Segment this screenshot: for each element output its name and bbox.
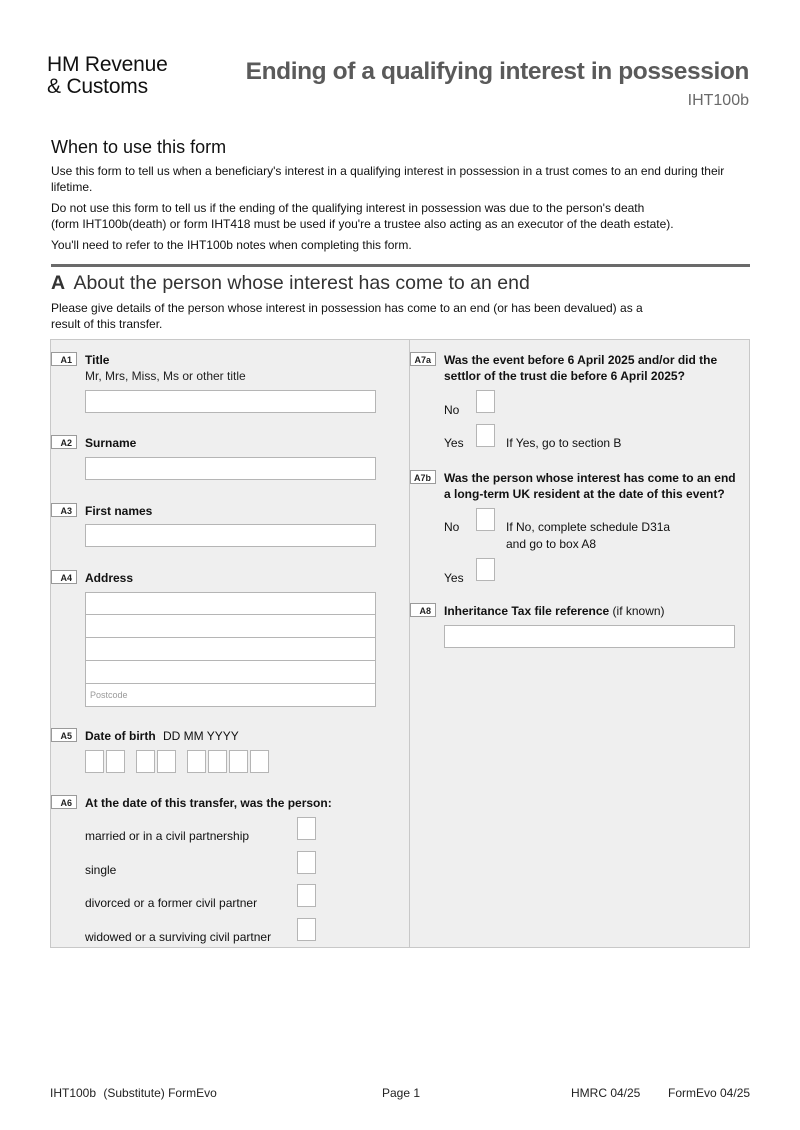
- question-tag-a1: A1: [51, 352, 77, 366]
- question-tag-a7a: A7a: [410, 352, 436, 366]
- a4-label-text: Address: [85, 571, 134, 585]
- logo-line-2: & Customs: [47, 75, 148, 98]
- footer-formevo-version: FormEvo 04/25: [668, 1086, 751, 1100]
- dob-month-digit-1[interactable]: [136, 750, 155, 773]
- a8-label-text: Inheritance Tax file reference: [444, 604, 610, 618]
- a7b-no-checkbox[interactable]: [476, 508, 495, 531]
- question-tag-a4: A4: [51, 570, 77, 584]
- question-tag-a3: A3: [51, 503, 77, 517]
- a5-label-text: Date of birth: [85, 729, 156, 743]
- surname-input[interactable]: [85, 457, 376, 480]
- a2-label-text: Surname: [85, 436, 137, 450]
- section-divider: [51, 264, 750, 267]
- hmrc-logo: [47, 54, 168, 98]
- intro-paragraph-2: [51, 200, 741, 232]
- a6-option-single-label: single: [85, 863, 117, 877]
- address-line-4-input[interactable]: [85, 660, 376, 684]
- dob-year-digit-4[interactable]: [250, 750, 269, 773]
- a6-divorced-checkbox[interactable]: [297, 884, 316, 907]
- a8-hint: (if known): [612, 604, 665, 618]
- form-code: IHT100b: [687, 92, 749, 109]
- question-tag-a5: A5: [51, 728, 77, 742]
- a7b-no-label: No: [444, 520, 460, 534]
- footer-form-id: [50, 1086, 217, 1100]
- address-line-3-input[interactable]: [85, 637, 376, 661]
- dob-day-digit-2[interactable]: [106, 750, 125, 773]
- postcode-input[interactable]: [85, 683, 376, 707]
- a6-label-text: At the date of this transfer, was the person:: [85, 796, 332, 810]
- logo-line-1: HM Revenue: [47, 53, 168, 76]
- a7a-label-line-1: Was the event before 6 April 2025 and/or did the: [444, 353, 718, 367]
- column-divider: [409, 339, 410, 948]
- a7a-yes-note: If Yes, go to section B: [506, 436, 622, 450]
- a7a-no-label: No: [444, 403, 460, 417]
- footer-page-number: Page 1: [382, 1086, 421, 1100]
- postcode-placeholder: Postcode: [90, 690, 128, 700]
- section-a-desc-line-2: result of this transfer.: [51, 317, 163, 331]
- dob-month-digit-2[interactable]: [157, 750, 176, 773]
- footer-hmrc-version: HMRC 04/25: [571, 1086, 641, 1100]
- intro-paragraph-1: Use this form to tell us when a beneficiary's interest in a qualifying interest in possession in a trust comes to an end during their lifetime.: [51, 164, 725, 194]
- a7b-no-note-line-2: and go to box A8: [506, 537, 597, 551]
- dob-day-digit-1[interactable]: [85, 750, 104, 773]
- intro-paragraph-3: You'll need to refer to the IHT100b notes when completing this form.: [51, 238, 412, 252]
- question-tag-a2: A2: [51, 435, 77, 449]
- a7a-label: [444, 352, 717, 384]
- a6-single-checkbox[interactable]: [297, 851, 316, 874]
- a7b-label: [444, 470, 736, 502]
- a7a-yes-label: Yes: [444, 436, 464, 450]
- intro-paragraph-2-line-2: (form IHT100b(death) or form IHT418 must be used if you're a trustee also acting as an executor of the death estate).: [51, 217, 674, 231]
- a7b-yes-label: Yes: [444, 571, 464, 585]
- intro-paragraph-2-line-1: Do not use this form to tell us if the ending of the qualifying interest in possession was due to the person's death: [51, 201, 645, 215]
- a6-widowed-checkbox[interactable]: [297, 918, 316, 941]
- dob-year-digit-2[interactable]: [208, 750, 227, 773]
- a7a-label-line-2: settlor of the trust die before 6 April 2025?: [444, 369, 685, 383]
- question-tag-a8: A8: [410, 603, 436, 617]
- section-title-text: About the person whose interest has come to an end: [73, 272, 530, 294]
- a7a-no-checkbox[interactable]: [476, 390, 495, 413]
- a8-label: [444, 603, 665, 619]
- a6-married-checkbox[interactable]: [297, 817, 316, 840]
- section-a-desc-line-1: Please give details of the person whose interest in possession has come to an end (or has been devalued) as a: [51, 301, 643, 315]
- a1-hint: Mr, Mrs, Miss, Ms or other title: [85, 369, 246, 383]
- section-a-description: [51, 300, 741, 332]
- dob-year-digit-3[interactable]: [229, 750, 248, 773]
- a7a-yes-checkbox[interactable]: [476, 424, 495, 447]
- a7b-label-line-1: Was the person whose interest has come to an end: [444, 471, 736, 485]
- iht-file-reference-input[interactable]: [444, 625, 735, 648]
- a3-label: [85, 503, 152, 519]
- dob-year-digit-1[interactable]: [187, 750, 206, 773]
- question-tag-a6: A6: [51, 795, 77, 809]
- address-line-1-input[interactable]: [85, 592, 376, 615]
- a5-label: [85, 728, 239, 744]
- when-to-use-heading: When to use this form: [51, 137, 227, 157]
- question-tag-a7b: A7b: [410, 470, 436, 484]
- a1-label-text: Title: [85, 353, 110, 367]
- first-names-input[interactable]: [85, 524, 376, 547]
- a7b-yes-checkbox[interactable]: [476, 558, 495, 581]
- a2-label: [85, 435, 136, 451]
- a3-label-text: First names: [85, 504, 153, 518]
- a6-option-married-label: married or in a civil partnership: [85, 829, 250, 843]
- a7b-label-line-2: a long-term UK resident at the date of this event?: [444, 487, 725, 501]
- a4-label: [85, 570, 133, 586]
- section-a-title: [51, 272, 530, 295]
- a6-label: [85, 795, 332, 811]
- form-title: Ending of a qualifying interest in possession: [245, 58, 749, 85]
- title-input[interactable]: [85, 390, 376, 413]
- a1-label: [85, 352, 109, 368]
- footer-form-code: IHT100b: [50, 1086, 97, 1100]
- address-line-2-input[interactable]: [85, 614, 376, 638]
- a7b-no-note-line-1: If No, complete schedule D31a: [506, 520, 671, 534]
- a6-option-widowed-label: widowed or a surviving civil partner: [85, 930, 272, 944]
- a6-option-divorced-label: divorced or a former civil partner: [85, 896, 258, 910]
- footer-substitute: (Substitute) FormEvo: [103, 1086, 217, 1100]
- section-letter: A: [51, 272, 66, 294]
- a5-hint: DD MM YYYY: [163, 729, 239, 743]
